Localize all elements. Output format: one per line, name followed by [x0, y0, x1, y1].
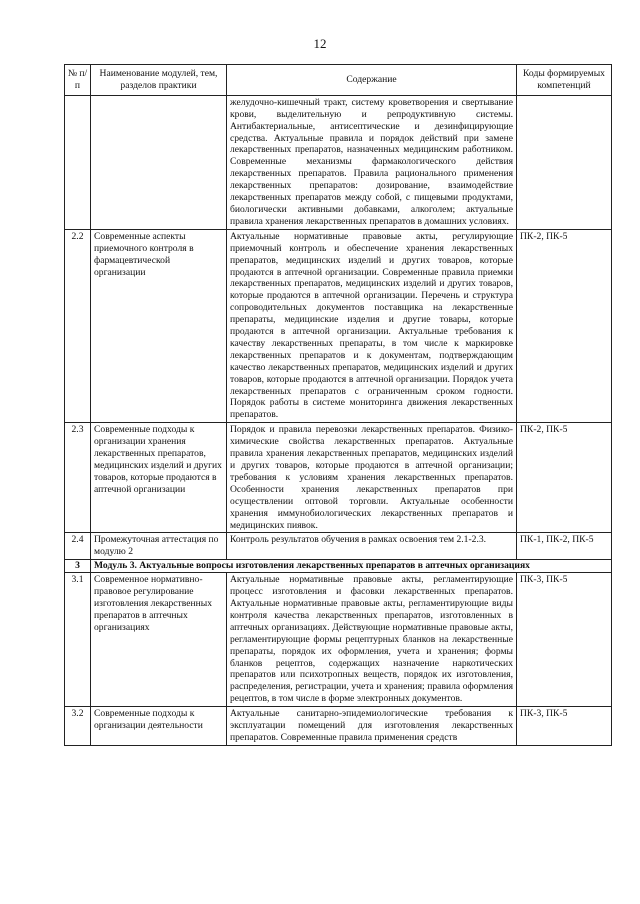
curriculum-table [64, 64, 612, 746]
row-competency-codes [517, 95, 612, 229]
row-topic-name: Промежуточная аттестация по модулю 2 [91, 533, 227, 560]
header-competency-codes: Коды формируемых компетенций [517, 65, 612, 96]
header-module-name: Наименование модулей, тем, разделов практики [91, 65, 227, 96]
row-competency-codes: ПК-2, ПК-5 [517, 229, 612, 423]
row-competency-codes: ПК-1, ПК-2, ПК-5 [517, 533, 612, 560]
row-number: 2.3 [65, 423, 91, 533]
row-number [65, 95, 91, 229]
row-content: желудочно-кишечный тракт, систему кроветворения и свертывание крови, выделительную и репродуктивную системы. Антибактериальные, антисептические и дезинфицирующие средства. Актуальные правила и порядок действий при замене лекарственных препаратов, назначенных медицинским работником. Современные механизмы фармакологического действия лекарственных препаратов. Правила рационального применения лекарственных препаратов: дозирование, взаимодействие лекарственных препаратов между собой, с пищевыми продуктами, биологически активными добавками, алкоголем; актуальные правила хранения лекарственных препаратов в домашних условиях. [227, 95, 517, 229]
row-content: Актуальные нормативные правовые акты, регламентирующие процесс изготовления и фасовки лекарственных препаратов. Актуальные нормативные правовые акты, регламентирующие виды контроля качества лекарственных препаратов, изготовленных в аптечных организациях. Действующие нормативные правовые акты, регламентирующие формы рецептурных бланков на лекарственные препараты, порядок их оформления, учета и хранения; формы бланков рецептов, содержащих назначение наркотических препаратов или психотропных веществ, порядок их изготовления, распределения, регистрации, учета и хранения; правила оформления рецептов, в том числе в форме электронных документов. [227, 573, 517, 707]
table-row [65, 229, 612, 423]
row-competency-codes: ПК-3, ПК-5 [517, 707, 612, 746]
page-number: 12 [313, 36, 327, 51]
row-number: 3.2 [65, 707, 91, 746]
table-row [65, 573, 612, 707]
row-topic-name: Современные подходы к организации хранения лекарственных препаратов, медицинских изделий и других товаров, которые продаются в аптечной организации [91, 423, 227, 533]
row-number: 3.1 [65, 573, 91, 707]
row-content: Актуальные санитарно-эпидемиологические требования к эксплуатации помещений для изготовления лекарственных препаратов. Современные правила применения средств [227, 707, 517, 746]
table-row [65, 423, 612, 533]
row-topic-name: Современное нормативно-правовое регулирование изготовления лекарственных препаратов в аптечных организациях [91, 573, 227, 707]
table-row [65, 95, 612, 229]
table-row [65, 707, 612, 746]
module-header-row [65, 560, 612, 573]
row-content: Порядок и правила перевозки лекарственных препаратов. Физико-химические свойства лекарственных препаратов. Актуальные правила хранения лекарственных препаратов, медицинских изделий и других товаров, которые продаются в аптечной организации; требования к условиям хранения лекарственных препаратов. Особенности хранения лекарственных препаратов при осуществлении оптовой торговли. Актуальные особенности хранения иммунобиологических лекарственных препаратов и медицинских пиявок. [227, 423, 517, 533]
row-competency-codes: ПК-2, ПК-5 [517, 423, 612, 533]
row-topic-name: Современные аспекты приемочного контроля в фармацевтической организации [91, 229, 227, 423]
row-content: Контроль результатов обучения в рамках освоения тем 2.1-2.3. [227, 533, 517, 560]
module-number: 3 [65, 560, 91, 573]
table-row [65, 533, 612, 560]
row-number: 2.2 [65, 229, 91, 423]
header-number: № п/п [65, 65, 91, 96]
row-competency-codes: ПК-3, ПК-5 [517, 573, 612, 707]
row-topic-name [91, 95, 227, 229]
header-content: Содержание [227, 65, 517, 96]
row-topic-name: Современные подходы к организации деятельности [91, 707, 227, 746]
module-title: Модуль 3. Актуальные вопросы изготовления лекарственных препаратов в аптечных организациях [91, 560, 612, 573]
row-content: Актуальные нормативные правовые акты, регулирующие приемочный контроль и обеспечение хранения лекарственных препаратов, медицинских изделий и других товаров, которые продаются в аптечной организации. Современные правила приемки лекарственных препаратов, медицинских изделий и других товаров, которые продаются в аптечной организации. Перечень и структура сопроводительных документов поставщика на лекарственные препараты, медицинские изделия и другие товары, которые продаются в аптечной организации. Актуальные требования к качеству лекарственных препараты, в том числе к маркировке лекарственных препаратов и к документам, подтверждающим качество лекарственных препаратов, медицинских изделий и других товаров, которые продаются в аптечной организации. Порядок учета лекарственных препаратов с ограниченным сроком годности. Порядок работы в системе мониторинга движения лекарственных препаратов. [227, 229, 517, 423]
row-number: 2.4 [65, 533, 91, 560]
table-header-row [65, 65, 612, 96]
